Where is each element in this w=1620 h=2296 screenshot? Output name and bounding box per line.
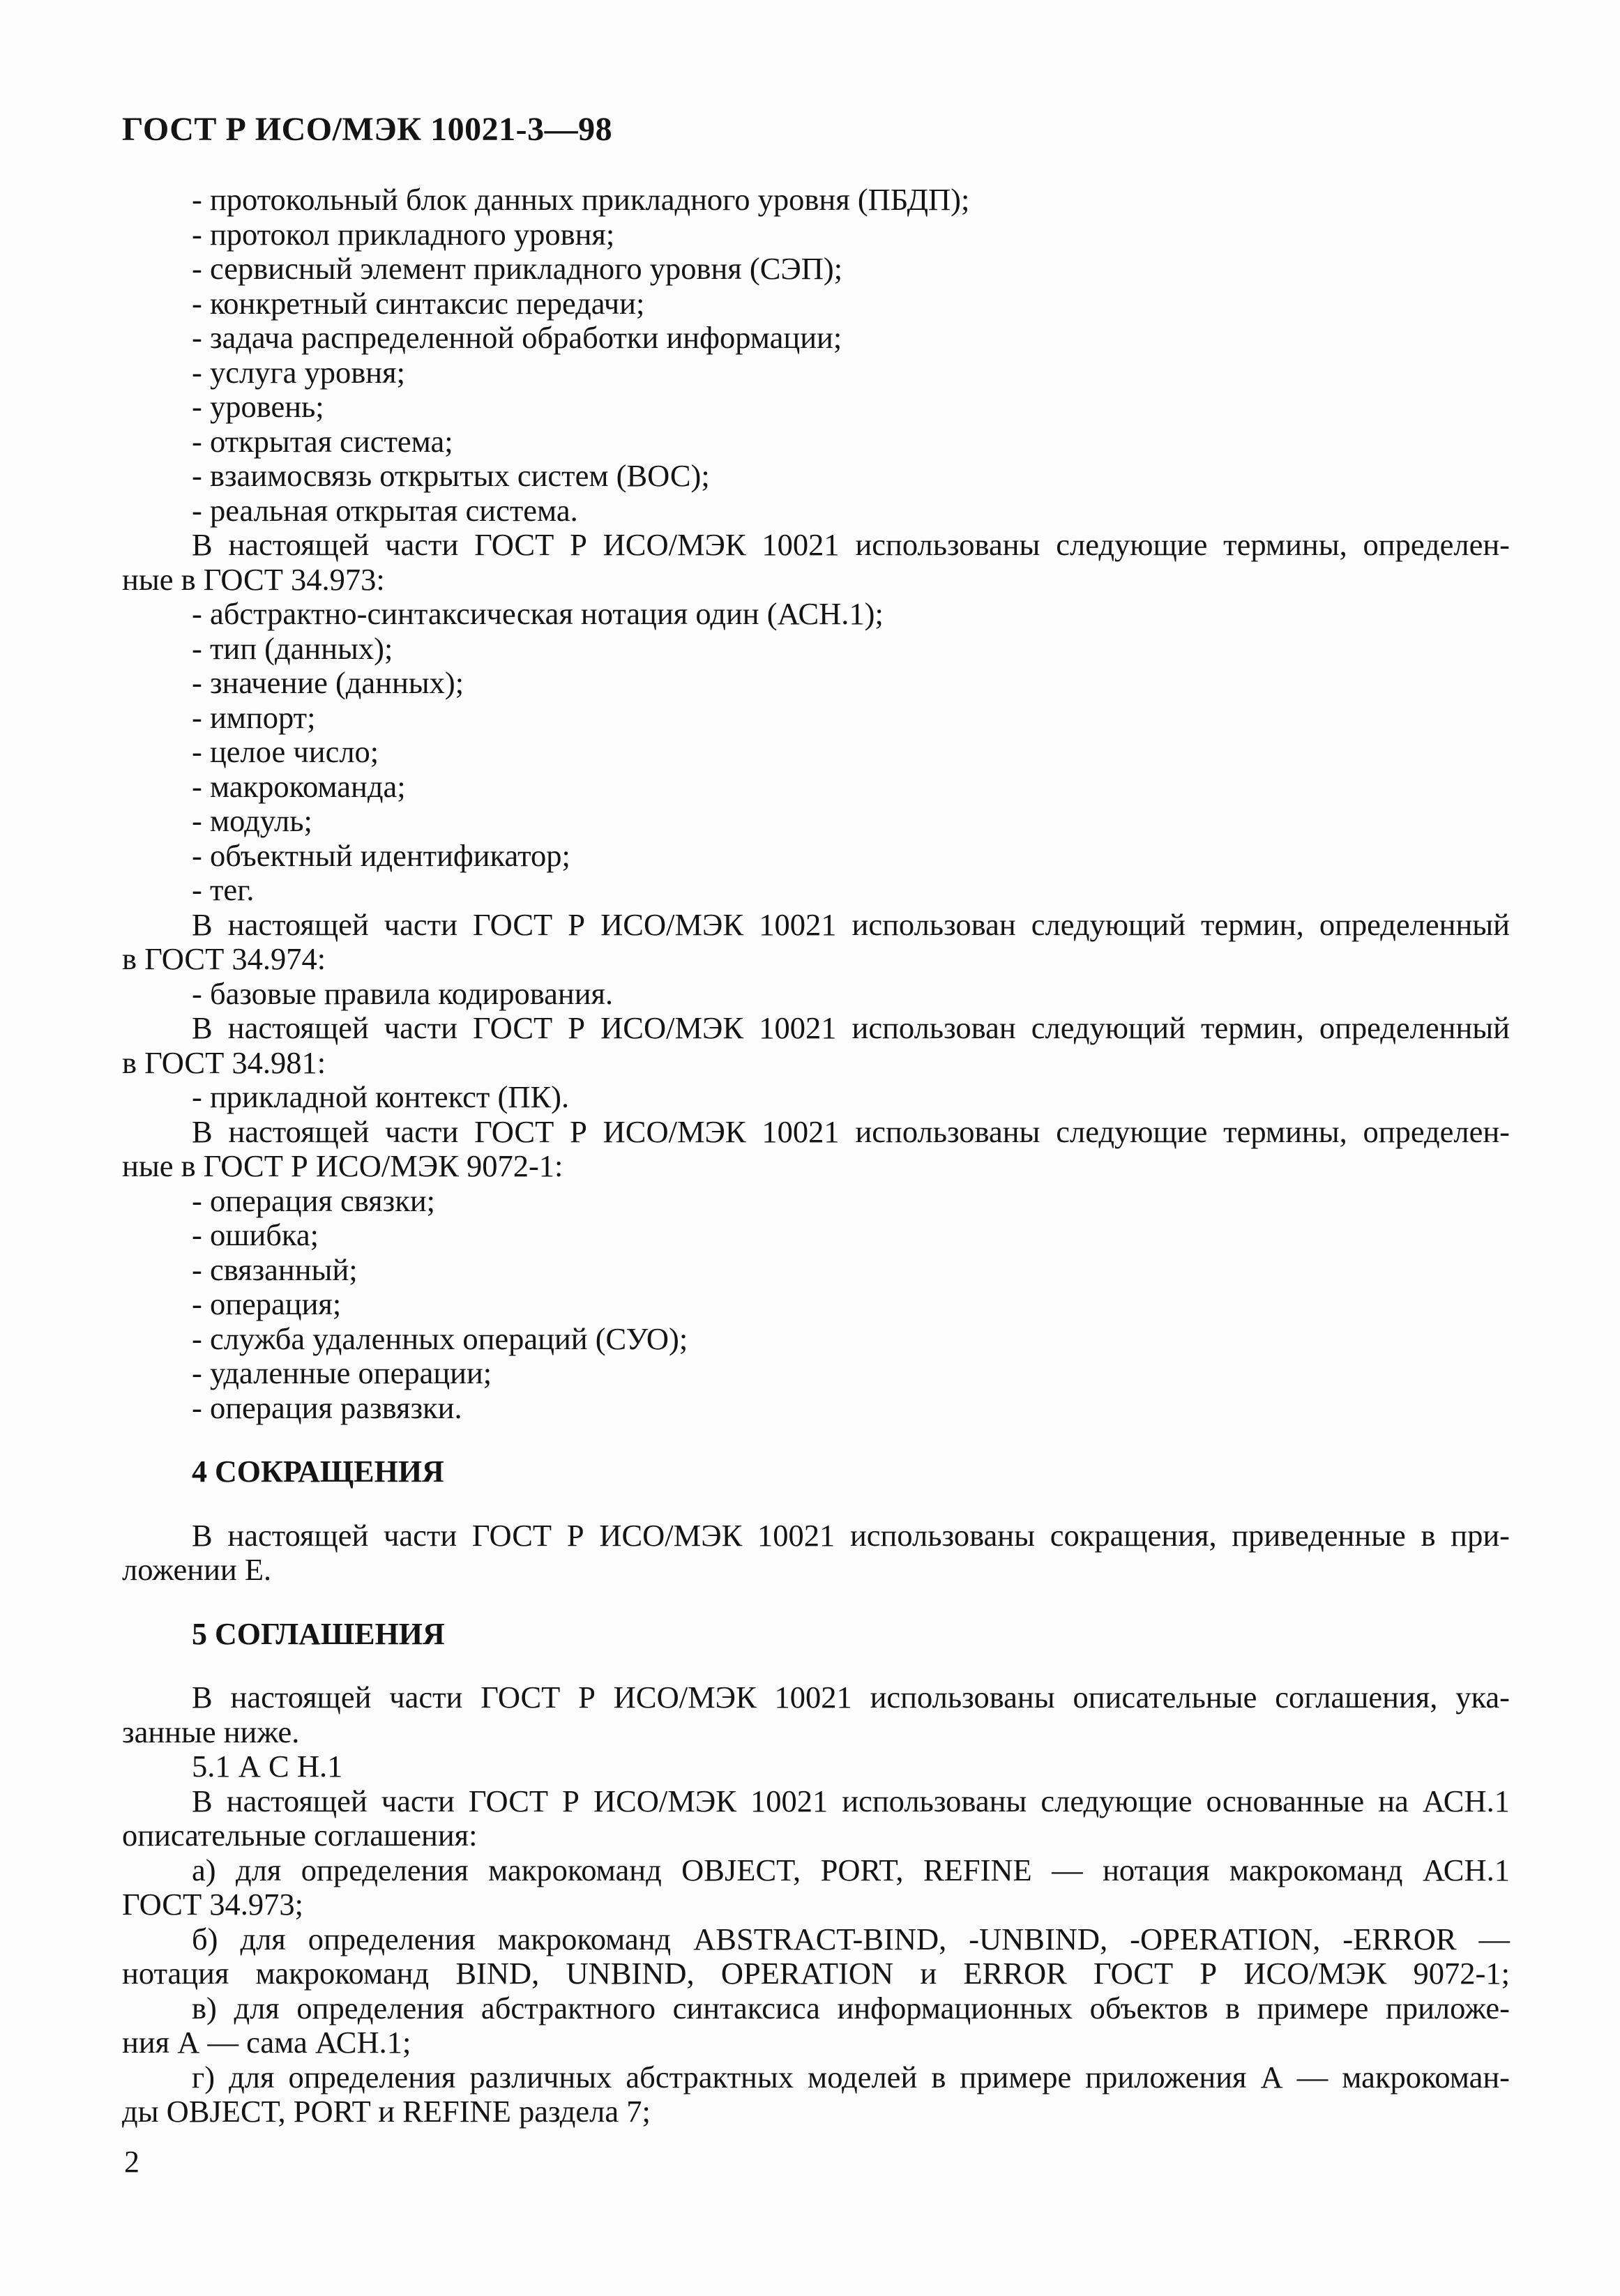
paragraph-line: описательные соглашения: [122,1818,478,1853]
list-item: - задача распределенной обработки информации; [192,320,842,355]
paragraph-line: В настоящей части ГОСТ Р ИСО/МЭК 10021 использованы следующие термины, определен- [192,1113,1510,1149]
list-item: - абстрактно-синтаксическая нотация один (АСН.1); [192,596,884,631]
paragraph-line: в ГОСТ 34.981: [122,1044,326,1080]
list-item: - операция; [192,1286,342,1321]
paragraph-line: В настоящей части ГОСТ Р ИСО/МЭК 10021 использованы следующие термины, определен- [192,527,1510,562]
paragraph-line: г) для определения различных абстрактных моделей в примере приложения А — макрокоман- [192,2059,1510,2094]
list-item: - объектный идентификатор; [192,837,570,873]
paragraph-line: нотация макрокоманд BIND, UNBIND, OPERATION и ERROR ГОСТ Р ИСО/МЭК 9072-1; [122,1956,1510,1991]
list-item: - целое число; [192,734,379,769]
list-item: - тип (данных); [192,630,393,666]
paragraph-line: б) для определения макрокоманд ABSTRACT-BIND, -UNBIND, -OPERATION, -ERROR — [192,1921,1510,1956]
list-item: - взаимосвязь открытых систем (ВОС); [192,458,710,493]
paragraph-line: ния А — сама АСН.1; [122,2025,411,2060]
paragraph-line: в) для определения абстрактного синтаксиса информационных объектов в примере приложе- [192,1990,1510,2025]
section-heading: 4 СОКРАЩЕНИЯ [192,1454,444,1489]
paragraph-line: ные в ГОСТ 34.973: [122,561,385,597]
paragraph-line: ные в ГОСТ Р ИСО/МЭК 9072-1: [122,1148,563,1183]
paragraph-line: В настоящей части ГОСТ Р ИСО/МЭК 10021 использован следующий термин, определенный [192,906,1510,942]
paragraph-line: занные ниже. [122,1714,300,1749]
paragraph-line: в ГОСТ 34.974: [122,941,326,976]
list-item: - открытая система; [192,423,453,459]
paragraph-line: ГОСТ 34.973; [122,1887,304,1922]
list-item: - конкретный синтаксис передачи; [192,285,645,321]
list-item: - сервисный элемент прикладного уровня (СЭП); [192,251,843,286]
list-item: - ошибка; [192,1217,319,1252]
list-item: - услуга уровня; [192,354,405,390]
paragraph-line: В настоящей части ГОСТ Р ИСО/МЭК 10021 использованы следующие основанные на АСН.1 [192,1783,1510,1818]
paragraph-line: 5.1 А С Н.1 [192,1749,343,1784]
list-item: - значение (данных); [192,665,464,700]
list-item: - реальная открытая система. [192,492,578,528]
list-item: - макрокоманда; [192,768,406,804]
list-item: - операция связки; [192,1183,436,1218]
list-item: - импорт; [192,699,316,735]
list-item: - протокольный блок данных прикладного уровня (ПБДП); [192,182,970,217]
list-item: - операция развязки. [192,1390,462,1425]
list-item: - уровень; [192,389,324,424]
paragraph-line: В настоящей части ГОСТ Р ИСО/МЭК 10021 использованы описательные соглашения, ука- [192,1680,1510,1715]
paragraph-line: ложении Е. [122,1552,272,1587]
page-header: ГОСТ Р ИСО/МЭК 10021-3—98 [122,111,613,148]
section-heading: 5 СОГЛАШЕНИЯ [192,1616,445,1651]
page-number: 2 [124,2145,139,2179]
list-item: - протокол прикладного уровня; [192,216,615,252]
paragraph-line: ды OBJECT, PORT и REFINE раздела 7; [122,2094,651,2129]
list-item: - служба удаленных операций (СУО); [192,1321,688,1356]
list-item: - модуль; [192,803,312,838]
paragraph-line: В настоящей части ГОСТ Р ИСО/МЭК 10021 использованы сокращения, приведенные в при- [192,1517,1510,1553]
list-item: - связанный; [192,1252,358,1287]
document-body [122,183,1510,2129]
list-item: - базовые правила кодирования. [192,975,614,1011]
paragraph-line: а) для определения макрокоманд OBJECT, PORT, REFINE — нотация макрокоманд АСН.1 [192,1852,1510,1887]
paragraph-line: В настоящей части ГОСТ Р ИСО/МЭК 10021 использован следующий термин, определенный [192,1010,1510,1045]
list-item: - удаленные операции; [192,1355,492,1390]
list-item: - тег. [192,872,255,907]
list-item: - прикладной контекст (ПК). [192,1079,570,1114]
